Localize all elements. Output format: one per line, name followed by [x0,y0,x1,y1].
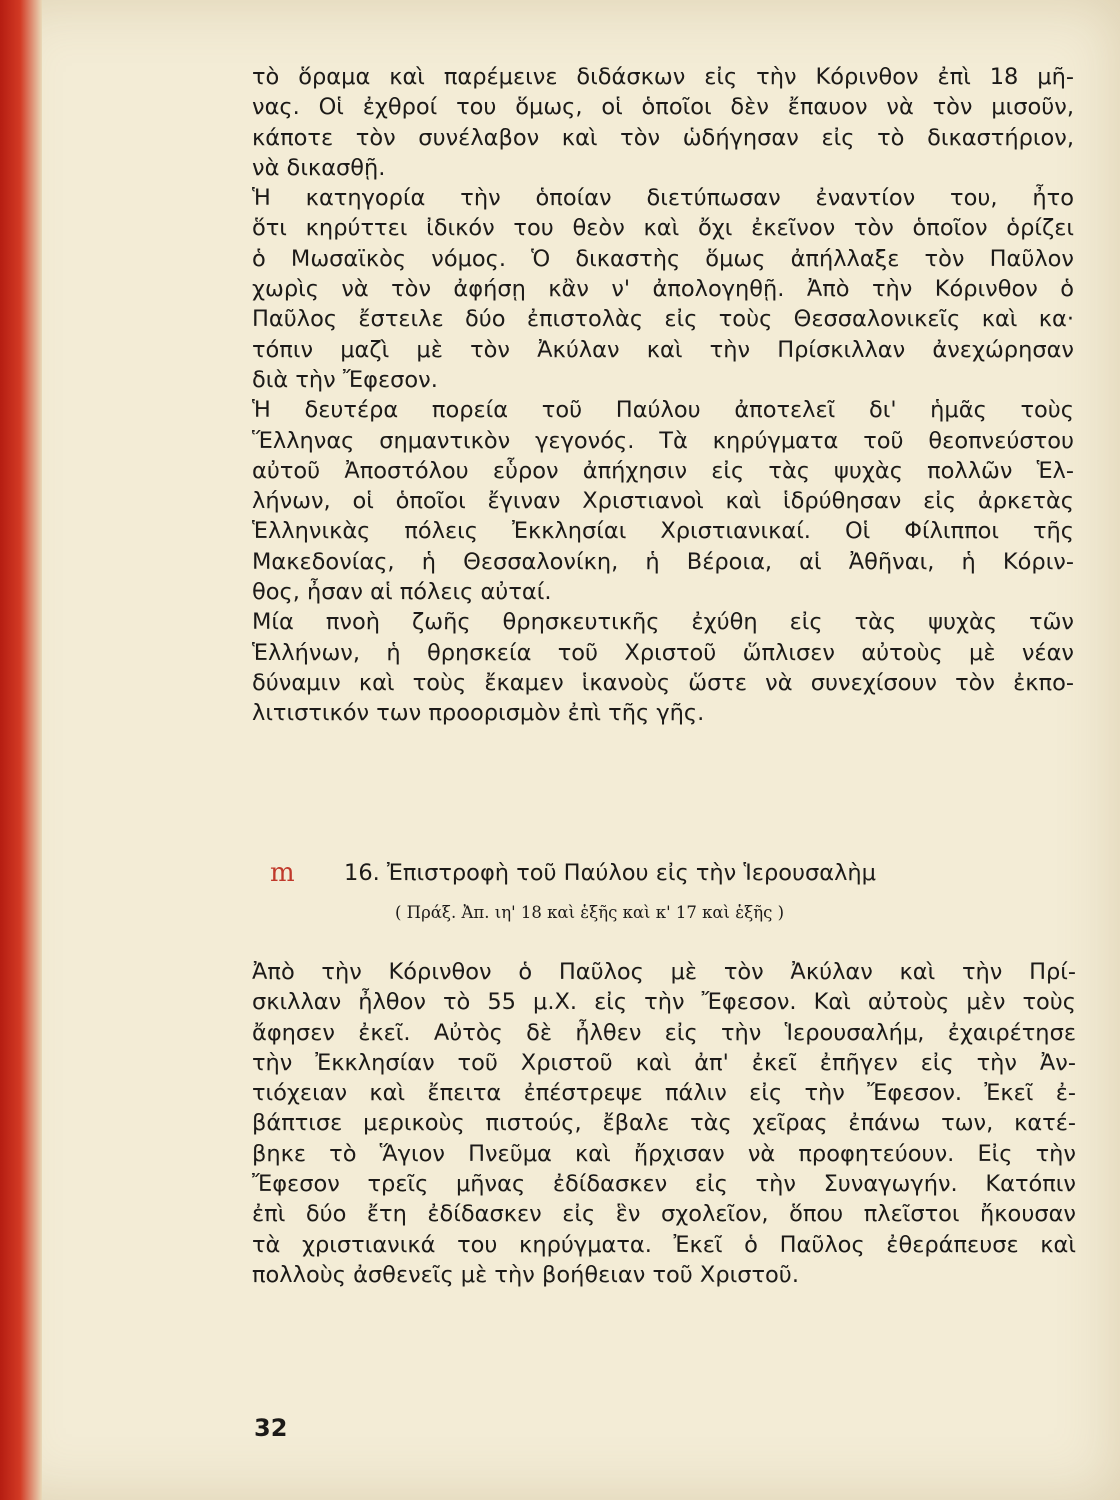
scripture-reference: ( Πράξ. Ἀπ. ιη' 18 καὶ ἑξῆς καὶ κ' 17 καὶ ἑξῆς ) [395,903,785,922]
text-line: Ἀπὸ τὴν Κόρινθον ὁ Παῦλος μὲ τὸν Ἀκύλαν καὶ τὴν Πρί- [252,959,1076,985]
text-line: Ἕλληνας σημαντικὸν γεγονός. Τὰ κηρύγματα τοῦ θεοπνεύστου [252,427,1074,454]
text-line: πολλοὺς ἀσθενεῖς μὲ τὴν βοήθειαν τοῦ Χριστοῦ. [252,1261,799,1288]
text-line: βηκε τὸ Ἅγιον Πνεῦμα καὶ ἤρχισαν νὰ προφητεύουν. Εἰς τὴν [252,1140,1076,1167]
text-line: ἄφησεν ἐκεῖ. Αὐτὸς δὲ ἦλθεν εἰς τὴν Ἱερουσαλήμ, ἐχαιρέτησε [252,1019,1076,1046]
paragraphs-bottom [252,957,1076,1290]
handwritten-margin-mark: m [270,858,295,888]
text-line: Μακεδονίας, ἡ Θεσσαλονίκη, ἡ Βέροια, αἱ Ἀθῆναι, ἡ Κόριν- [252,548,1074,575]
text-line: Ἡ δευτέρα πορεία τοῦ Παύλου ἀποτελεῖ δι' ἡμᾶς τοὺς [252,397,1074,424]
text-line: τὸ ὅραμα καὶ παρέμεινε διδάσκων εἰς τὴν Κόρινθον ἐπὶ 18 μῆ- [252,64,1074,90]
text-line: βάπτισε μερικοὺς πιστούς, ἔβαλε τὰς χεῖρας ἐπάνω των, κατέ- [252,1110,1076,1137]
text-line: ὅτι κηρύττει ἰδικόν του θεὸν καὶ ὄχι ἐκεῖνον τὸν ὁποῖον ὁρίζει [252,215,1074,242]
section-heading: 16. Ἐπιστροφὴ τοῦ Παύλου εἰς τὴν Ἱερουσαλὴμ [344,860,876,886]
text-line: Μία πνοὴ ζωῆς θρησκευτικῆς ἐχύθη εἰς τὰς ψυχὰς τῶν [252,609,1074,636]
text-line: Ἡ κατηγορία τὴν ὁποίαν διετύπωσαν ἐναντίον του, ἦτο [252,185,1074,212]
text-line: τιόχειαν καὶ ἔπειτα ἐπέστρεψε πάλιν εἰς τὴν Ἔφεσον. Ἐκεῖ ἐ- [252,1080,1076,1107]
text-line: δύναμιν καὶ τοὺς ἔκαμεν ἱκανοὺς ὥστε νὰ συνεχίσουν τὸν ἐκπο- [252,669,1074,696]
text-line: ὁ Μωσαϊκὸς νόμος. Ὁ δικαστὴς ὅμως ἀπήλλαξε τὸν Παῦλον [252,245,1074,272]
text-line: αὐτοῦ Ἀποστόλου εὗρον ἀπήχησιν εἰς τὰς ψυχὰς πολλῶν Ἑλ- [252,457,1074,484]
text-line: διὰ τὴν Ἔφεσον. [252,366,438,393]
text-line: τόπιν μαζὶ μὲ τὸν Ἀκύλαν καὶ τὴν Πρίσκιλλαν ἀνεχώρησαν [252,336,1074,363]
page-edge [0,0,42,1500]
paragraphs-top [252,62,1074,729]
text-line: Ἑλλήνων, ἡ θρησκεία τοῦ Χριστοῦ ὥπλισεν αὐτοὺς μὲ νέαν [252,639,1074,666]
page-number: 32 [254,1414,288,1442]
text-line: Ἑλληνικὰς πόλεις Ἐκκλησίαι Χριστιανικαί. Οἱ Φίλιπποι τῆς [252,518,1074,545]
text-line: λιτιστικόν των προορισμὸν ἐπὶ τῆς γῆς. [252,700,705,727]
text-line: ἐπὶ δύο ἔτη ἐδίδασκεν εἰς ἓν σχολεῖον, ὅπου πλεῖστοι ἤκουσαν [252,1201,1076,1228]
text-line: λήνων, οἱ ὁποῖοι ἔγιναν Χριστιανοὶ καὶ ἱδρύθησαν εἰς ἀρκετὰς [252,488,1074,515]
text-line: κάποτε τὸν συνέλαβον καὶ τὸν ὡδήγησαν εἰς τὸ δικαστήριον, [252,124,1074,151]
text-line: τὰ χριστιανικά του κηρύγματα. Ἐκεῖ ὁ Παῦλος ἐθεράπευσε καὶ [252,1231,1076,1258]
text-line: νὰ δικασθῇ. [252,154,386,181]
text-line: Παῦλος ἔστειλε δύο ἐπιστολὰς εἰς τοὺς Θεσσαλονικεῖς καὶ κα· [252,306,1074,333]
text-line: θος, ἦσαν αἱ πόλεις αὐταί. [252,579,552,606]
text-line: Ἔφεσον τρεῖς μῆνας ἐδίδασκεν εἰς τὴν Συναγωγήν. Κατόπιν [252,1171,1076,1198]
text-line: σκιλλαν ἦλθον τὸ 55 μ.Χ. εἰς τὴν Ἔφεσον. Καὶ αὐτοὺς μὲν τοὺς [252,989,1076,1016]
text-line: χωρὶς νὰ τὸν ἀφήσῃ κἂν ν' ἀπολογηθῇ. Ἀπὸ τὴν Κόρινθον ὁ [252,276,1074,303]
text-line: νας. Οἱ ἐχθροί του ὅμως, οἱ ὁποῖοι δὲν ἔπαυον νὰ τὸν μισοῦν, [252,94,1074,121]
text-line: τὴν Ἐκκλησίαν τοῦ Χριστοῦ καὶ ἀπ' ἐκεῖ ἐπῆγεν εἰς τὴν Ἀν- [252,1049,1076,1076]
